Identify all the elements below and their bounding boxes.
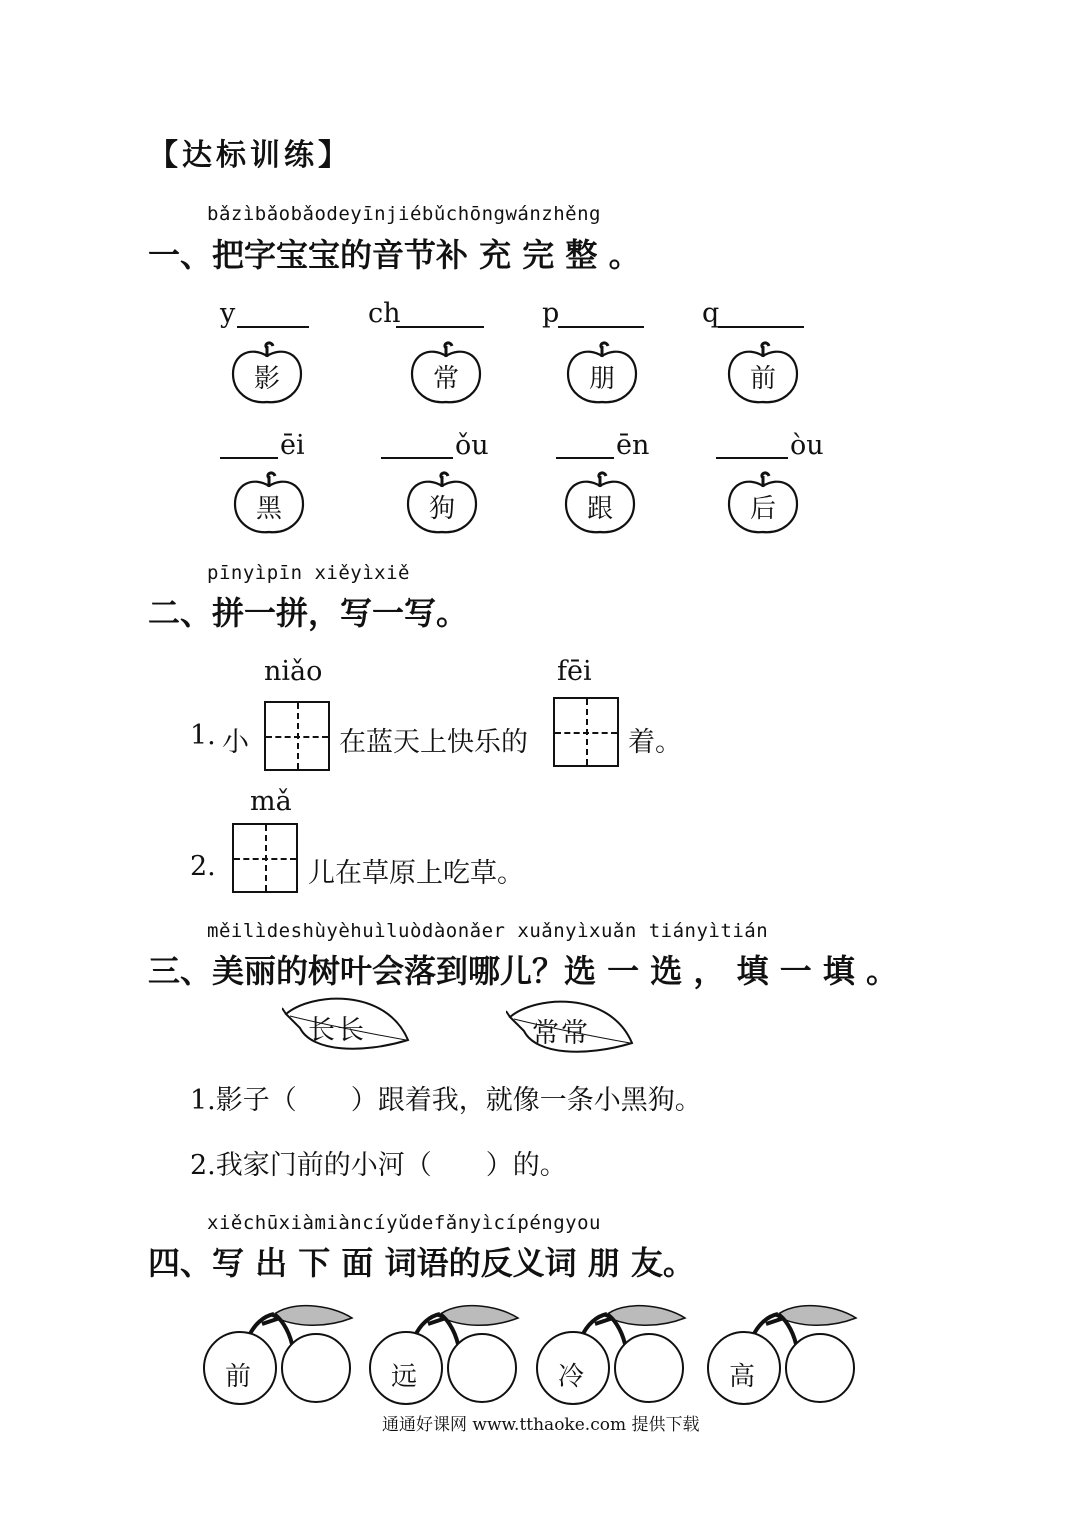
apple-char-7: 跟 <box>586 494 613 524</box>
tianzige-pinyin-3: mǎ <box>250 786 292 817</box>
answer-blank-5[interactable] <box>220 457 278 459</box>
apple-char-4: 前 <box>749 364 776 394</box>
syllable-suffix-4: òu <box>790 430 824 461</box>
apple-2 <box>410 342 482 406</box>
answer-blank-1[interactable] <box>237 326 309 328</box>
answer-blank-4[interactable] <box>718 326 804 328</box>
tianzige-pinyin-1: niǎo <box>264 656 323 687</box>
apple-char-8: 后 <box>749 494 776 524</box>
answer-blank-3[interactable] <box>558 326 644 328</box>
apple-char-3: 朋 <box>588 364 615 394</box>
item1-post-text: 着。 <box>628 727 682 758</box>
item2-number: 2. <box>190 851 216 882</box>
apple-8 <box>727 472 799 536</box>
item1-mid-text: 在蓝天上快乐的 <box>339 727 528 758</box>
section4-pinyin: xiěchūxiàmiàncíyǔdefǎnyìcípéngyou <box>207 1212 601 1234</box>
item1-pre-text: 小 <box>222 727 249 758</box>
answer-blank-2[interactable] <box>396 326 484 328</box>
leaf-option-1[interactable] <box>282 994 412 1052</box>
tianzige-box-1[interactable] <box>264 701 330 771</box>
apple-char-1: 影 <box>253 364 280 394</box>
cherry-char-1: 前 <box>224 1362 251 1392</box>
cherry-pair-4 <box>704 1304 864 1400</box>
syllable-prefix-3: p <box>542 298 560 329</box>
syllable-suffix-1: ēi <box>280 430 305 461</box>
apple-7 <box>564 472 636 536</box>
tianzige-pinyin-2: fēi <box>557 656 592 687</box>
section3-item1: 1.影子（ ）跟着我，就像一条小黑狗。 <box>190 1085 702 1116</box>
leaf-word-2: 常常 <box>532 1018 590 1049</box>
syllable-prefix-1: y <box>220 298 236 329</box>
item2-post-text: 儿在草原上吃草。 <box>308 858 524 889</box>
cherry-pair-3 <box>533 1304 693 1400</box>
answer-blank-6[interactable] <box>381 457 453 459</box>
tianzige-box-3[interactable] <box>232 823 298 893</box>
section3-title: 三、美丽的树叶会落到哪儿？选 一 选 ， 填 一 填 。 <box>148 952 898 990</box>
syllable-prefix-4: q <box>702 298 720 329</box>
apple-char-2: 常 <box>432 364 459 394</box>
apple-6 <box>406 472 478 536</box>
answer-blank-8[interactable] <box>716 457 788 459</box>
cherry-char-3: 冷 <box>557 1362 584 1392</box>
apple-char-6: 狗 <box>428 494 455 524</box>
section1-pinyin: bǎzìbǎobǎodeyīnjiébǔchōngwánzhěng <box>207 203 601 225</box>
syllable-suffix-2: ǒu <box>455 430 489 461</box>
page-heading: 【达标训练】 <box>148 138 352 173</box>
apple-4 <box>727 342 799 406</box>
leaf-word-1: 长长 <box>308 1015 366 1046</box>
apple-3 <box>566 342 638 406</box>
cherry-pair-1 <box>200 1304 360 1400</box>
footer-credit: 通通好课网 www.tthaoke.com 提供下载 <box>382 1415 700 1435</box>
cherry-pair-2 <box>366 1304 526 1400</box>
syllable-suffix-3: ēn <box>616 430 650 461</box>
apple-5 <box>233 472 305 536</box>
apple-char-5: 黑 <box>255 494 282 524</box>
section2-pinyin: pīnyìpīn xiěyìxiě <box>207 562 410 584</box>
cherry-char-2: 远 <box>390 1362 417 1392</box>
leaf-option-2[interactable] <box>506 997 636 1055</box>
tianzige-box-2[interactable] <box>553 697 619 767</box>
item1-number: 1. <box>190 720 216 751</box>
cherry-char-4: 高 <box>728 1362 755 1392</box>
section1-title: 一、把字宝宝的音节补 充 完 整 。 <box>148 236 641 274</box>
answer-blank-7[interactable] <box>556 457 614 459</box>
section4-title: 四、写 出 下 面 词语的反义词 朋 友。 <box>148 1244 695 1282</box>
section3-item2: 2.我家门前的小河（ ）的。 <box>190 1150 567 1181</box>
section2-title: 二、拼一拼，写一写。 <box>148 594 469 632</box>
syllable-prefix-2: ch <box>368 298 401 329</box>
section3-pinyin: měilìdeshùyèhuìluòdàonǎer xuǎnyìxuǎn tiányìtián <box>207 920 769 942</box>
apple-1 <box>231 342 303 406</box>
